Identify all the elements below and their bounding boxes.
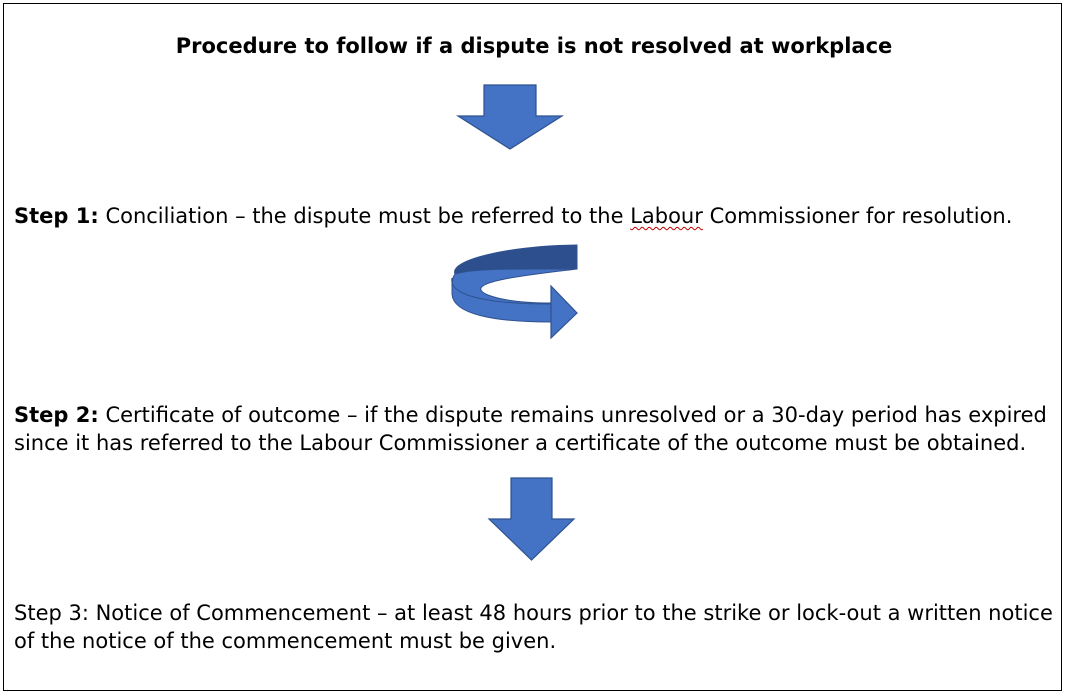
- step-1-label: Step 1:: [14, 204, 99, 228]
- step-2: [14, 401, 1059, 457]
- step-3: Step 3: Notice of Commencement – at least 48 hours prior to the strike or lock-out a written notice of the notice of the commencement must be given.: [14, 601, 1053, 653]
- step-2-text: Certificate of outcome – if the dispute remains unresolved or a 30-day period has expired since it has referred to the Labour Commissioner a certificate of the outcome must be obtained.: [14, 403, 1047, 455]
- down-arrow-icon: [455, 84, 565, 152]
- step-1-text: Conciliation – the dispute must be referred to the: [98, 204, 631, 228]
- down-arrow-icon: [487, 477, 577, 563]
- curved-arrow-icon: [448, 242, 582, 340]
- step-1-text-end: Commissioner for resolution.: [702, 204, 1013, 228]
- step-2-label: Step 2:: [14, 403, 99, 427]
- step-1-marked-word: Labour: [630, 204, 703, 228]
- diagram-title: Procedure to follow if a dispute is not resolved at workplace: [175, 34, 893, 58]
- step-1: [14, 202, 1059, 230]
